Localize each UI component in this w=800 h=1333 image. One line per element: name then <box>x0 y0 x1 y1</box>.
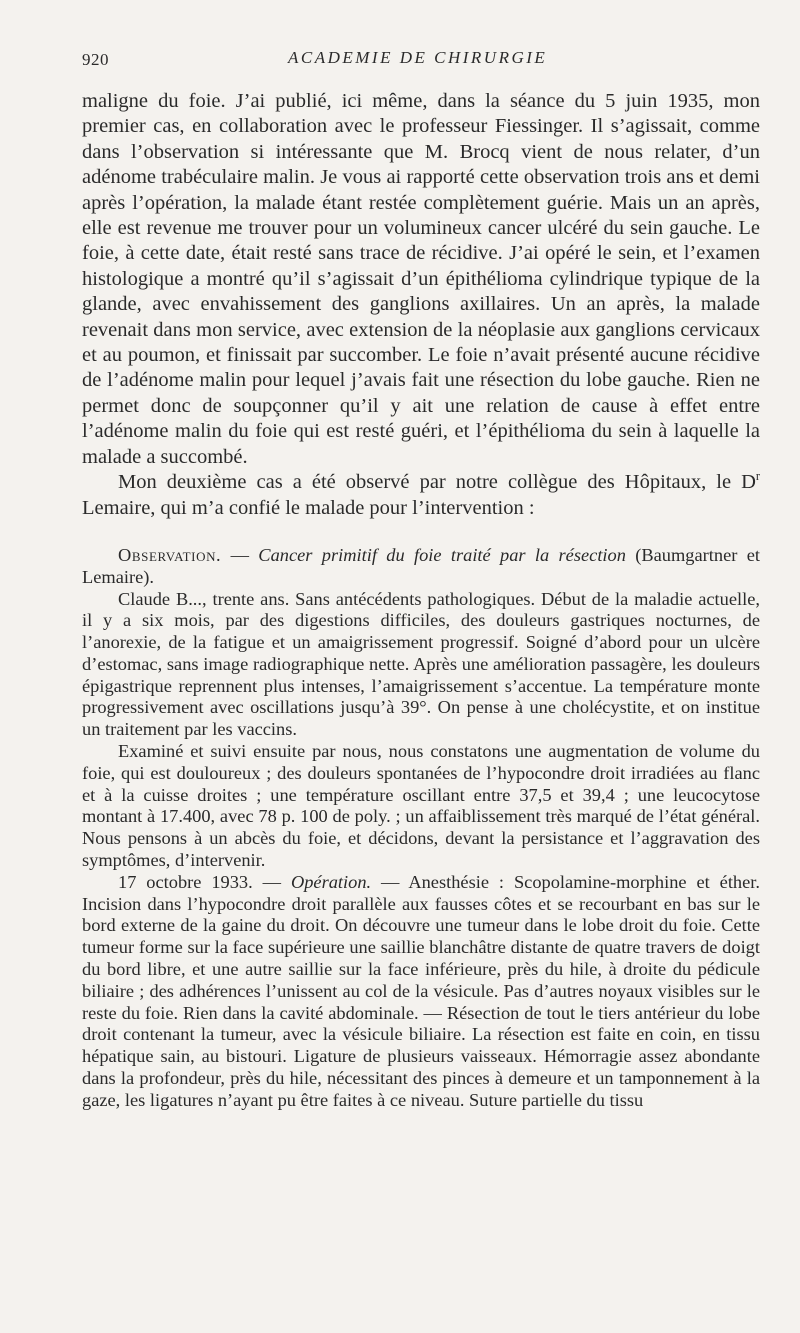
observation-heading <box>82 545 760 589</box>
page-number: 920 <box>82 50 109 69</box>
paragraph-first-case: maligne du foie. J’ai publié, ici même, dans la séance du 5 juin 1935, mon premier cas, en collaboration avec le professeur Fiessinger. Il s’agissait, comme dans l’observation si intéressante que M. Brocq vient de nous relater, d’un adénome trabéculaire malin. Je vous ai rapporté cette observation trois ans et demi après l’opération, la malade étant restée complètement guérie. Mais un an après, elle est revenue me trouver pour un volumineux cancer ulcéré du sein gauche. Le foie, à cette date, était resté sans trace de récidive. J’ai opéré le sein, et l’examen histologique a montré qu’il s’agissait d’un épithélioma cylindrique typique de la glande, avec envahissement des ganglions axillaires. Un an après, la malade revenait dans mon service, avec extension de la néoplasie aux ganglions cervicaux et au poumon, et finissait par succomber. Le foie n’avait présenté aucune récidive de l’adénome malin pour lequel j’avais fait une résection du lobe gauche. Rien ne permet donc de soupçonner qu’il y ait une relation de cause à effet entre l’adénome malin du foie qui est resté guéri, et l’épithélioma du sein à laquelle la malade a succombé. <box>82 90 760 468</box>
body-text <box>82 89 760 1112</box>
operation-date: 17 octobre 1933. <box>118 871 253 892</box>
observation-dash: — <box>221 544 259 565</box>
section-gap <box>82 521 760 545</box>
paragraph-second-case <box>82 470 760 521</box>
page-header <box>82 44 760 74</box>
operation-label: Opération. <box>290 871 372 892</box>
second-case-text-start: Mon deuxième cas a été observé par notre collègue des Hôpitaux, le D <box>118 471 756 494</box>
observation-authors: (Baumgartner et Lemaire). <box>82 544 760 587</box>
paragraph-history: Claude B..., trente ans. Sans antécédents pathologiques. Début de la maladie actuelle, il y a six mois, par des digestions difficiles, des douleurs gastriques nocturnes, de l’anorexie, de la fatigue et un amaigrissement progressif. Soigné d’abord pour un ulcère d’estomac, sans image radiographique nette. Après une amélioration passagère, les douleurs épigastrique reprennent plus intenses, l’amaigrissement s’accentue. La température monte progressivement avec oscillations jusqu’à 39°. On pense à une cholécystite, et on institue un traitement par les vaccins. <box>82 588 760 740</box>
second-case-text-end: Lemaire, qui m’a confié le malade pour l’intervention : <box>82 496 535 519</box>
paragraph-examination: Examiné et suivi ensuite par nous, nous constatons une augmentation de volume du foie, qui est douloureux ; des douleurs spontanées de l’hypocondre droit irradiées au flanc et à la cuisse droites ; une température oscillant entre 37,5 et 39,4 ; une leucocytose montant à 17.400, avec 78 p. 100 de poly. ; un affaiblissement très marqué de l’état général. Nous pensons à un abcès du foie, et décidons, devant la persistance et l’aggravation des symptômes, d’intervenir. <box>82 741 760 871</box>
doctor-abbrev-superscript: r <box>755 469 760 484</box>
running-title: ACADEMIE DE CHIRURGIE <box>288 48 548 67</box>
paragraph-operation <box>82 872 760 1112</box>
operation-dash: — <box>252 871 291 892</box>
observation-label: Observation. <box>118 544 222 565</box>
observation-title: Cancer primitif du foie traité par la résection <box>258 544 626 565</box>
operation-description: — Anesthésie : Scopolamine-morphine et éther. Incision dans l’hypocondre droit parallèle aux fausses côtes et se recourbant en bas sur le bord externe de la gaine du droit. On découvre une tumeur dans le lobe droit du foie. Cette tumeur forme sur la face supérieure une saillie blanchâtre distante de quatre travers de doigt du bord libre, et une autre saillie sur la face inférieure, près du hile, à droite du pédicule biliaire ; des adhérences l’unissent au col de la vésicule. Pas d’autres noyaux visibles sur le reste du foie. Rien dans la cavité abdominale. — Résection de tout le tiers antérieur du lobe droit contenant la tumeur, avec la vésicule biliaire. La résection est faite en coin, en tissu hépatique sain, au bistouri. Ligature de plusieurs vaisseaux. Hémorragie assez abondante dans la profondeur, près du hile, nécessitant des pinces à demeure et un tamponnement à la gaze, les ligatures n’ayant pu être faites à ce niveau. Suture partielle du tissu <box>82 871 760 1110</box>
